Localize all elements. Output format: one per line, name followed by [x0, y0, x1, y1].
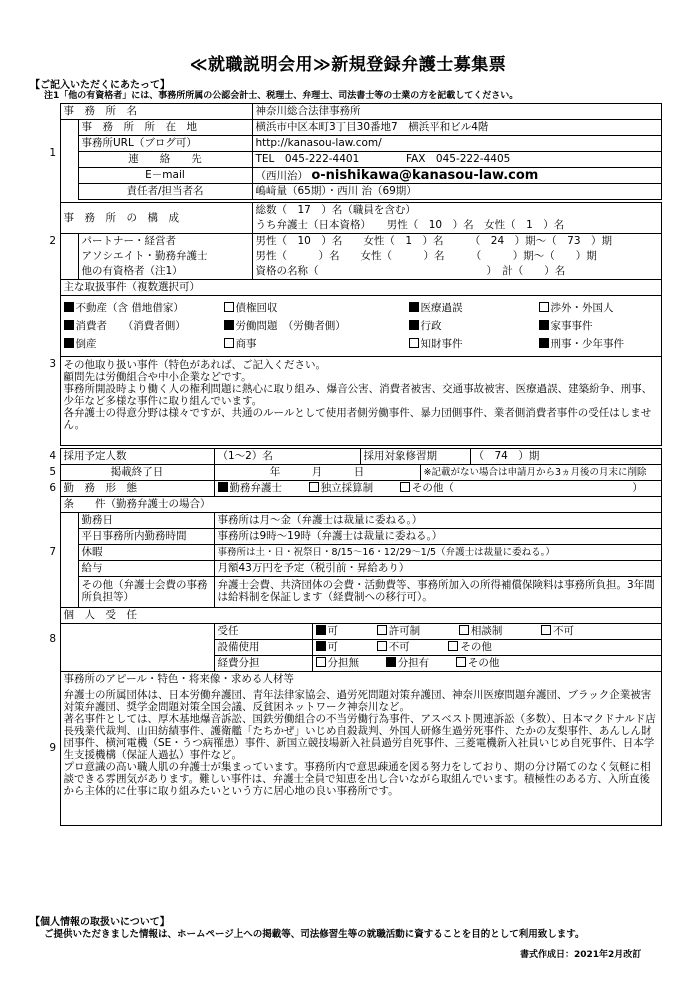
- case-type-option[interactable]: [539, 335, 659, 353]
- person-label: 責任者/担当者名: [78, 184, 252, 200]
- cost-options: [312, 656, 661, 672]
- case-type-option[interactable]: [539, 317, 659, 335]
- work-type-independent[interactable]: 独立採算制: [309, 482, 374, 494]
- case-type-row: [64, 335, 658, 353]
- case-type-label: 知財事件: [420, 338, 463, 350]
- lawyer-count[interactable]: うち弁護士（日本資格） 男性（ 10 ）名 女性（ 1 ）名: [252, 218, 661, 234]
- work-type-other[interactable]: その他（ ）: [400, 482, 643, 494]
- case-type-option[interactable]: [539, 299, 659, 317]
- case-type-label: 不動産（含 借地借家）: [75, 302, 184, 314]
- checkbox-empty-icon: [400, 482, 410, 492]
- checkbox-empty-icon: [448, 641, 458, 651]
- checkbox-checked-icon: [64, 320, 74, 330]
- fax: FAX 045-222-4405: [405, 153, 511, 165]
- target-term-label: 採用対象修習期: [360, 449, 470, 465]
- case-type-label: 行政: [420, 320, 442, 332]
- checkbox-empty-icon: [377, 625, 387, 635]
- section-3-number: 3: [49, 357, 57, 370]
- email-address[interactable]: o-nishikawa@kanasou-law.com: [311, 167, 539, 183]
- hire-count[interactable]: （1～2）名: [214, 449, 360, 465]
- section-9-number: 9: [49, 742, 57, 754]
- work-type-options: [214, 481, 661, 497]
- case-type-option[interactable]: [409, 317, 539, 335]
- checkbox-empty-icon: [224, 338, 234, 348]
- section-2-number: 2: [49, 234, 57, 247]
- case-type-option[interactable]: [409, 299, 539, 317]
- accept-label: 受任: [214, 624, 312, 640]
- case-type-option[interactable]: [64, 335, 224, 353]
- case-type-label: 商事: [235, 338, 257, 350]
- facility-label: 設備使用: [214, 640, 312, 656]
- email-value[interactable]: [252, 168, 661, 184]
- total-staff[interactable]: 総数（ 17 ）名（職員を含む）: [252, 203, 661, 219]
- end-date-label: 掲載終了日: [60, 465, 214, 481]
- other-qualified-label: 他の有資格者（注1）: [78, 264, 252, 280]
- checkbox-empty-icon: [459, 625, 469, 635]
- checkbox-checked-icon: [64, 302, 74, 312]
- case-type-label: 渉外・外国人: [550, 302, 614, 314]
- end-date[interactable]: 年 月 日: [214, 465, 420, 481]
- tel: TEL 045-222-4401: [255, 153, 360, 165]
- checkbox-checked-icon: [218, 482, 228, 492]
- cond-other-value[interactable]: 弁護士会費、共済団体の会費・活動費等、事務所加入の所得補償保険料は事務所負担。3年間は給料制を保証します（経費制への移行可）。: [214, 577, 661, 608]
- partner-label: パートナー・経営者: [78, 234, 252, 250]
- checkbox-checked-icon: [316, 625, 326, 635]
- contact-value[interactable]: [252, 152, 661, 168]
- cost-opt-none[interactable]: 分担無: [316, 657, 360, 669]
- section-1-number: 1: [49, 146, 57, 159]
- case-type-label: 消費者 （消費者側）: [75, 320, 186, 332]
- contact-label: 連 絡 先: [78, 152, 252, 168]
- case-types-label: 主な取扱事件（複数選択可）: [60, 280, 661, 296]
- facility-opt-no[interactable]: 不可: [377, 641, 410, 653]
- checkbox-checked-icon: [224, 320, 234, 330]
- case-type-label: 家事事件: [550, 320, 593, 332]
- office-url[interactable]: http://kanasou-law.com/: [252, 136, 661, 152]
- checkbox-checked-icon: [409, 320, 419, 330]
- case-type-option[interactable]: [224, 317, 409, 335]
- case-types-other[interactable]: その他取り扱い事件（特色があれば、ご記入ください。 顧問先は労働組合や中小企業などです。 事務所開設時より働く人の権利問題に熱心に取り組み、爆音公害、消費者被害、交通事故被害、医療過誤、建築紛争、刑事、少年など多様な事件に取り組んでいます。 各弁護士の得意分野は様々ですが、共通のルールとして使用者側労働事件、暴力団側事件、業者側消費者事件の受任はしません。: [60, 357, 661, 446]
- case-type-label: 医療過誤: [420, 302, 463, 314]
- case-type-option[interactable]: [224, 335, 409, 353]
- work-type-employee[interactable]: 勤務弁護士: [218, 482, 283, 494]
- accept-opt-permission[interactable]: 許可制: [377, 625, 421, 637]
- case-type-option[interactable]: [224, 299, 409, 317]
- cost-opt-other[interactable]: その他: [456, 657, 500, 669]
- privacy-text: ご提供いただきました情報は、ホームページ上への掲載等、司法修習生等の就職活動に資することを目的として利用致します。: [44, 929, 585, 940]
- checkbox-empty-icon: [456, 657, 466, 667]
- case-type-label: 刑事・少年事件: [550, 338, 624, 350]
- cond-value-3[interactable]: 月額43万円を予定（税引前・昇給あり）: [214, 561, 661, 577]
- registration-form: [46, 103, 662, 826]
- email-label: E－mail: [78, 168, 252, 184]
- form-created-date: 書式作成日：2021年2月改訂: [520, 950, 642, 960]
- associate-count[interactable]: 男性（ ）名 女性（ ）名 （ ）期～（ ）期: [252, 249, 661, 264]
- accept-opt-allowed[interactable]: 可: [316, 625, 339, 637]
- facility-options: [312, 640, 661, 656]
- partner-count[interactable]: 男性（ 10 ）名 女性（ 1 ）名 （ 24 ）期～（ 73 ）期: [252, 234, 661, 250]
- cond-other-label: その他（弁護士会費の事務所負担等）: [78, 577, 214, 608]
- appeal-text[interactable]: 弁護士の所属団体は、日本労働弁護団、青年法律家協会、過労死問題対策弁護団、神奈川医療問題弁護団、ブラック企業被害対策弁護団、奨学金問題対策全国会議、反貧困ネットワーク神奈川など。 著名事件としては、厚木基地爆音訴訟、国鉄労働組合の不当労働行為事件、アスベスト関連訴訟（多数）、日本マクドナルド店長残業代裁判、山田紡績事件、護衛艦「たちかぜ」いじめ自殺裁判、外国人研修生過労死事件、たかの友梨事件、あんしん財団事件、横河電機（SE・うつ病罹患）事件、新国立競技場新入社員過労自死事件、三菱電機新入社員いじめ自死事件、日本学生支援機構（保証人過払）事件など。 プロ意識の高い職人肌の弁護士が集まっています。事務所内で意思疎通を図る努力をしており、期の分け隔てのなく気軽に相談できる雰囲気があります。難しい事件は、弁護士全員で知恵を出し合いながら取組んでいます。積極性のある方、入所直後から主体的に仕事に取り組みたいという方に居心地の良い事務所です。: [60, 687, 661, 826]
- accept-options: [312, 624, 661, 640]
- checkbox-checked-icon: [409, 302, 419, 312]
- hire-count-label: 採用予定人数: [60, 449, 214, 465]
- checkbox-checked-icon: [539, 338, 549, 348]
- cond-value-2[interactable]: 事務所は土・日・祝祭日・8/15～16・12/29～1/5（弁護士は裁量に委ねる。）: [214, 545, 661, 561]
- checkbox-checked-icon: [316, 641, 326, 651]
- checkbox-empty-icon: [409, 338, 419, 348]
- cond-label-3: 給与: [78, 561, 214, 577]
- section-5-number: 5: [49, 466, 57, 478]
- accept-opt-no[interactable]: 不可: [541, 625, 574, 637]
- structure-label: 事 務 所 の 構 成: [60, 203, 252, 234]
- office-address[interactable]: 横浜市中区本町3丁目30番地7 横浜平和ビル4階: [252, 120, 661, 136]
- personal-cases-label: 個 人 受 任: [60, 608, 661, 624]
- checkbox-checked-icon: [64, 338, 74, 348]
- cond-label-2: 休暇: [78, 545, 214, 561]
- email-person: （西川治）: [255, 169, 308, 182]
- notes-heading: 【ご記入いただくにあたって】: [30, 80, 170, 91]
- case-type-option[interactable]: [409, 335, 539, 353]
- checkbox-empty-icon: [541, 625, 551, 635]
- section-6-number: 6: [49, 482, 57, 494]
- work-type-label: 勤 務 形 態: [60, 481, 214, 497]
- form-title: ≪就職説明会用≫新規登録弁護士募集票: [189, 55, 507, 75]
- checkbox-empty-icon: [316, 657, 326, 667]
- address-label: 事 務 所 所 在 地: [78, 120, 252, 136]
- office-name-label: 事 務 所 名: [60, 104, 252, 120]
- facility-opt-yes[interactable]: 可: [316, 641, 339, 653]
- conditions-label: 条 件（勤務弁護士の場合）: [60, 497, 661, 513]
- case-type-row: [64, 299, 658, 317]
- associate-label: アソシエイト・勤務弁護士: [78, 249, 252, 264]
- section-4-number: 4: [49, 450, 57, 462]
- case-type-label: 債権回収: [235, 302, 278, 314]
- checkbox-empty-icon: [539, 302, 549, 312]
- person-in-charge[interactable]: 嶋﨑量（65期）・西川 治（69期）: [252, 184, 661, 200]
- cost-label: 経費分担: [214, 656, 312, 672]
- accept-opt-consult[interactable]: 相談制: [459, 625, 503, 637]
- checkbox-checked-icon: [539, 320, 549, 330]
- notes-text: 注1「他の有資格者」には、事務所所属の公認会計士、税理士、弁理士、司法書士等の士業の方を記載してください。: [44, 91, 519, 101]
- case-type-row: [64, 317, 658, 335]
- checkbox-empty-icon: [309, 482, 319, 492]
- case-type-option[interactable]: [64, 299, 224, 317]
- appeal-label: 事務所のアピール・特色・将来像・求める人材等: [60, 672, 661, 688]
- section-8-number: 8: [49, 633, 57, 645]
- url-label: 事務所URL（ブログ可）: [78, 136, 252, 152]
- office-name[interactable]: 神奈川総合法律事務所: [252, 104, 661, 120]
- checkbox-empty-icon: [377, 641, 387, 651]
- cost-opt-shared[interactable]: 分担有: [386, 657, 430, 669]
- end-date-note: ※記載がない場合は申請月から3ヵ月後の月末に削除: [420, 465, 661, 481]
- section-7-number: 7: [49, 545, 57, 558]
- other-qualified[interactable]: 資格の名称（ ） 計（ ）名: [252, 264, 661, 280]
- facility-opt-other[interactable]: その他: [448, 641, 492, 653]
- privacy-heading: 【個人情報の取扱いについて】: [30, 917, 170, 928]
- case-type-option[interactable]: [64, 317, 224, 335]
- case-type-label: 労働問題 （労働者側）: [235, 320, 346, 332]
- cond-value-1[interactable]: 事務所は9時～19時（弁護士は裁量に委ねる。）: [214, 529, 661, 545]
- cond-value-0[interactable]: 事務所は月～金（弁護士は裁量に委ねる。）: [214, 513, 661, 529]
- cond-label-1: 平日事務所内勤務時間: [78, 529, 214, 545]
- case-type-label: 倒産: [75, 338, 97, 350]
- checkbox-checked-icon: [386, 657, 396, 667]
- case-types-grid: [60, 296, 661, 357]
- target-term[interactable]: （ 74 ）期: [470, 449, 661, 465]
- cond-label-0: 勤務日: [78, 513, 214, 529]
- checkbox-empty-icon: [224, 302, 234, 312]
